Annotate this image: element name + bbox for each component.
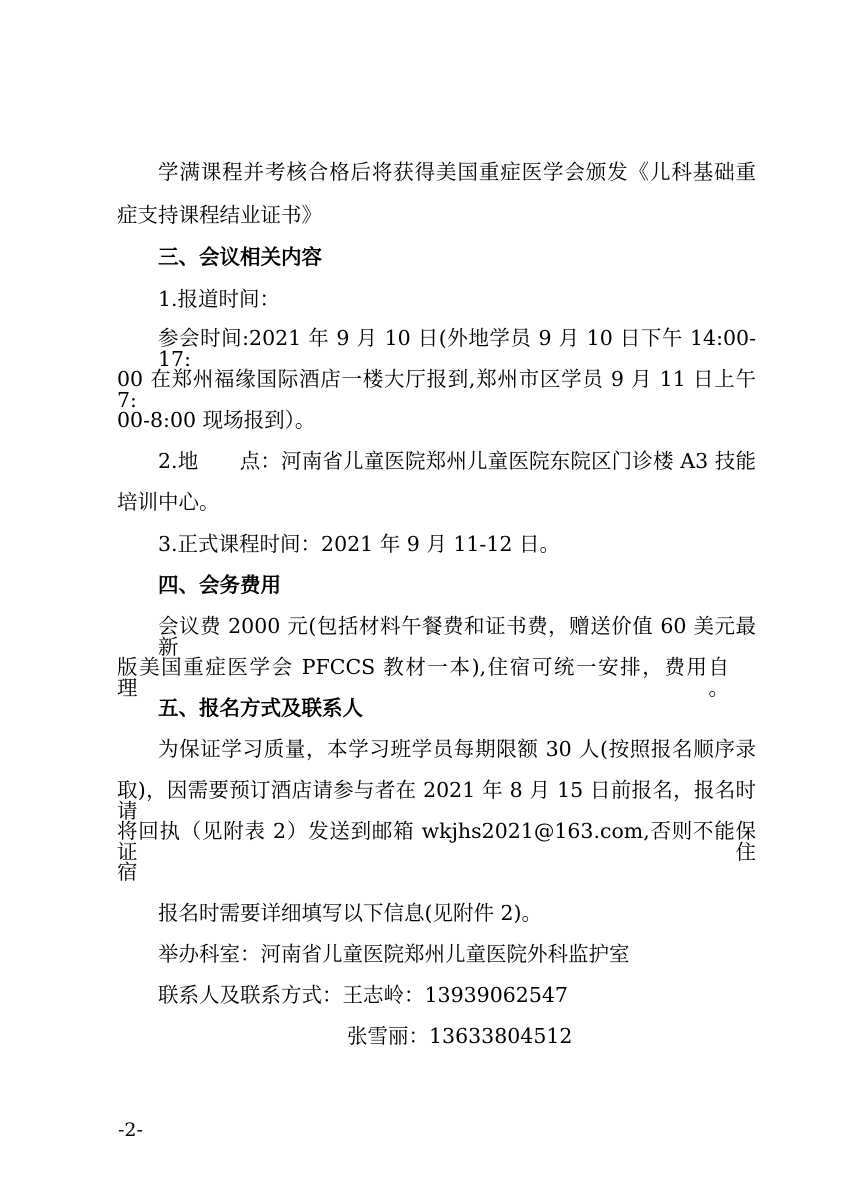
paragraph-line: 宿 bbox=[117, 860, 138, 884]
list-item-label: 1.报道时间： bbox=[158, 287, 281, 311]
paragraph-line: 报名时需要详细填写以下信息(见附件 2)。 bbox=[158, 901, 543, 925]
contact-line: 张雪丽：13633804512 bbox=[347, 1024, 573, 1048]
paragraph-line: 学满课程并考核合格后将获得美国重症医学会颁发《儿科基础重 bbox=[158, 160, 756, 184]
paragraph-line: 症支持课程结业证书》 bbox=[117, 203, 322, 227]
organizer-line: 举办科室：河南省儿童医院郑州儿童医院外科监护室 bbox=[158, 942, 630, 966]
section-heading: 五、报名方式及联系人 bbox=[158, 696, 363, 720]
paragraph-line: 会议费 2000 元(包括材料午餐费和证书费，赠送价值 60 美元最新 bbox=[158, 614, 756, 659]
paragraph-line: 3.正式课程时间：2021 年 9 月 11-12 日。 bbox=[158, 532, 560, 556]
paragraph-line: 为保证学习质量，本学习班学员每期限额 30 人(按照报名顺序录 bbox=[158, 737, 756, 761]
paragraph-line: 取)，因需要预订酒店请参与者在 2021 年 8 月 15 日前报名，报名时请 bbox=[117, 778, 756, 823]
paragraph-line: 00 在郑州福缘国际酒店一楼大厅报到,郑州市区学员 9 月 11 日上午 7: bbox=[117, 367, 756, 412]
section-heading: 三、会议相关内容 bbox=[158, 245, 322, 269]
section-heading: 四、会务费用 bbox=[158, 573, 281, 597]
paragraph-line: 00-8:00 现场报到）。 bbox=[117, 408, 316, 432]
paragraph-line: 培训中心。 bbox=[117, 490, 220, 514]
paragraph-line: 参会时间:2021 年 9 月 10 日(外地学员 9 月 10 日下午 14:00-17: bbox=[158, 326, 756, 371]
contact-line: 联系人及联系方式：王志岭：13939062547 bbox=[158, 983, 568, 1007]
paragraph-line: 版美国重症医学会 PFCCS 教材一本),住宿可统一安排，费用自理。 bbox=[117, 655, 729, 700]
paragraph-line: 将回执（见附表 2）发送到邮箱 wkjhs2021@163.com,否则不能保证住 bbox=[117, 819, 756, 864]
page-number: -2- bbox=[118, 1119, 143, 1141]
paragraph-line: 2.地 点：河南省儿童医院郑州儿童医院东院区门诊楼 A3 技能 bbox=[158, 449, 756, 473]
